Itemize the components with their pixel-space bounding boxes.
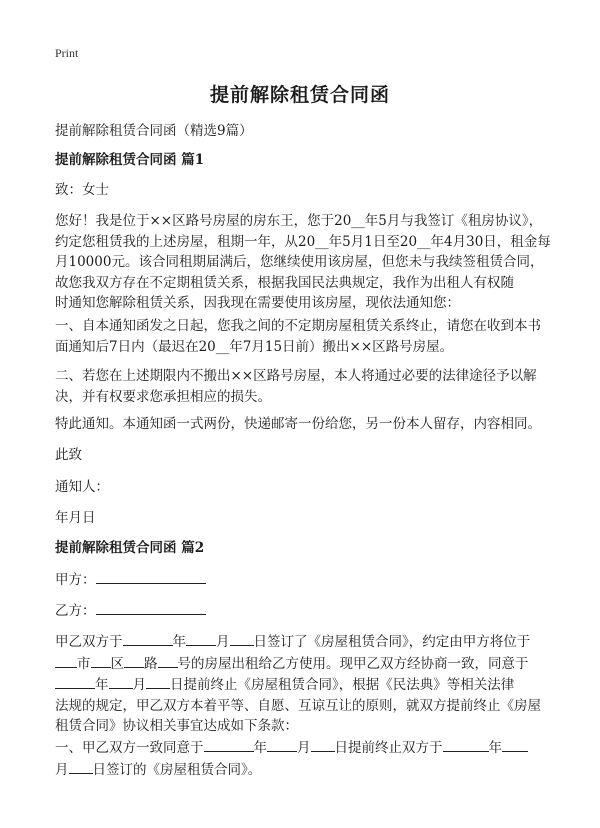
text-fragment: 日签订了《房屋租赁合同》，约定由甲方将位于 (253, 634, 531, 650)
text-fragment: 号的房屋出租给乙方使用。现甲乙双方经协商一致，同意于 (177, 655, 529, 672)
paragraph-1 (55, 211, 555, 314)
fill-blank (158, 653, 178, 668)
notifier-label: 通知人： (55, 479, 109, 495)
party-b-row (55, 600, 555, 621)
party-a-row (55, 569, 555, 590)
party-a-blank (96, 569, 206, 584)
text-fragment: 市 (77, 655, 91, 672)
paragraph-line: 故您我双方存在不定期租赁关系，根据我国民法典规定，我作为出租人有权随 (55, 274, 514, 291)
paragraph-line (55, 674, 555, 696)
paragraph-2 (55, 316, 555, 358)
fill-blank (109, 674, 133, 689)
text-fragment: 日提前终止《房屋租赁合同》，根据《民法典》等相关法律 (170, 677, 515, 693)
fill-blank (124, 653, 144, 668)
fill-blank (230, 631, 254, 646)
text-fragment: 日提前终止双方于 (334, 740, 443, 756)
text-fragment: 月 (132, 677, 146, 693)
text-fragment: 路 (144, 655, 158, 672)
section-2-paragraph-2 (55, 737, 555, 781)
party-b-blank (96, 600, 206, 615)
paragraph-line: 一、自本通知函发之日起，您我之间的不定期房屋租赁关系终止，请您在收到本书 (55, 318, 541, 334)
paragraph-line: 面通知后7日内（最迟在20__年7月15日前）搬出××区路号房屋。 (55, 339, 454, 355)
party-b-label: 乙方： (55, 603, 96, 619)
fill-blank (186, 631, 216, 646)
text-fragment: 月 (55, 762, 69, 778)
text-fragment: 一、甲乙双方一致同意于 (55, 740, 204, 756)
fill-blank (267, 737, 297, 752)
salutation: 致：女士 (55, 182, 109, 198)
fill-blank (204, 737, 254, 752)
paragraph-line: 您好！我是位于××区路号房屋的房东王，您于20__年5月与我签订《租房协议》， (55, 213, 543, 229)
paragraph-line (55, 737, 555, 759)
fill-blank (502, 737, 528, 752)
text-fragment: 年 (488, 740, 502, 756)
paragraph-3 (55, 366, 555, 408)
date-line: 年月日 (55, 510, 96, 526)
fill-blank (146, 674, 170, 689)
paragraph-line (55, 759, 555, 781)
paragraph-line: 二、若您在上述期限内不搬出××区路号房屋，本人将通过必要的法律途径予以解 (55, 368, 537, 384)
section-1-heading: 提前解除租赁合同函 篇1 (55, 152, 205, 168)
fill-blank (311, 737, 335, 752)
fill-blank (55, 674, 95, 689)
text-fragment: 日签订的《房屋租赁合同》。 (92, 762, 262, 778)
section-2-heading: 提前解除租赁合同函 篇2 (55, 540, 205, 556)
text-fragment: 区 (110, 655, 124, 672)
paragraph-line: 时通知您解除租赁关系，因我现在需要使用该房屋，现依法通知您： (55, 295, 460, 311)
text-fragment: 月 (216, 634, 230, 650)
text-fragment: 甲乙双方于 (55, 634, 123, 650)
paragraph-line: 月10000元。该合同租期届满后，您继续使用该房屋，但您未与我续签租赁合同， (55, 254, 544, 270)
text-fragment: 年 (253, 740, 267, 756)
fill-blank (91, 653, 111, 668)
text-fragment: 月 (297, 740, 311, 756)
text-fragment: 年 (95, 677, 109, 693)
fill-blank (443, 737, 489, 752)
party-a-label: 甲方： (55, 572, 96, 588)
closing: 此致 (55, 447, 82, 463)
paragraph-line: 租赁合同》协议相关事宜达成如下条款： (55, 718, 298, 734)
paragraph-line: 法规的规定，甲乙双方本着平等、自愿、互谅互让的原则，就双方提前终止《房屋 (55, 697, 541, 714)
paragraph-line (55, 631, 555, 653)
paragraph-line: 决，并有权要求您承担相应的损失。 (55, 389, 271, 405)
fill-blank (69, 759, 93, 774)
section-2-paragraph-1 (55, 631, 555, 737)
fill-blank (55, 653, 77, 668)
fill-blank (123, 631, 173, 646)
document-subtitle: 提前解除租赁合同函（精选9篇） (55, 123, 253, 139)
paragraph-4: 特此通知。本通知函一式两份，快递邮寄一份给您，另一份本人留存，内容相同。 (55, 416, 541, 432)
page-title: 提前解除租赁合同函 (209, 84, 390, 106)
print-link[interactable]: Print (55, 46, 79, 60)
paragraph-line: 约定您租赁我的上述房屋，租期一年，从20__年5月1日至20__年4月30日，租金每 (55, 233, 551, 250)
text-fragment: 年 (172, 634, 186, 650)
paragraph-line (55, 653, 555, 675)
